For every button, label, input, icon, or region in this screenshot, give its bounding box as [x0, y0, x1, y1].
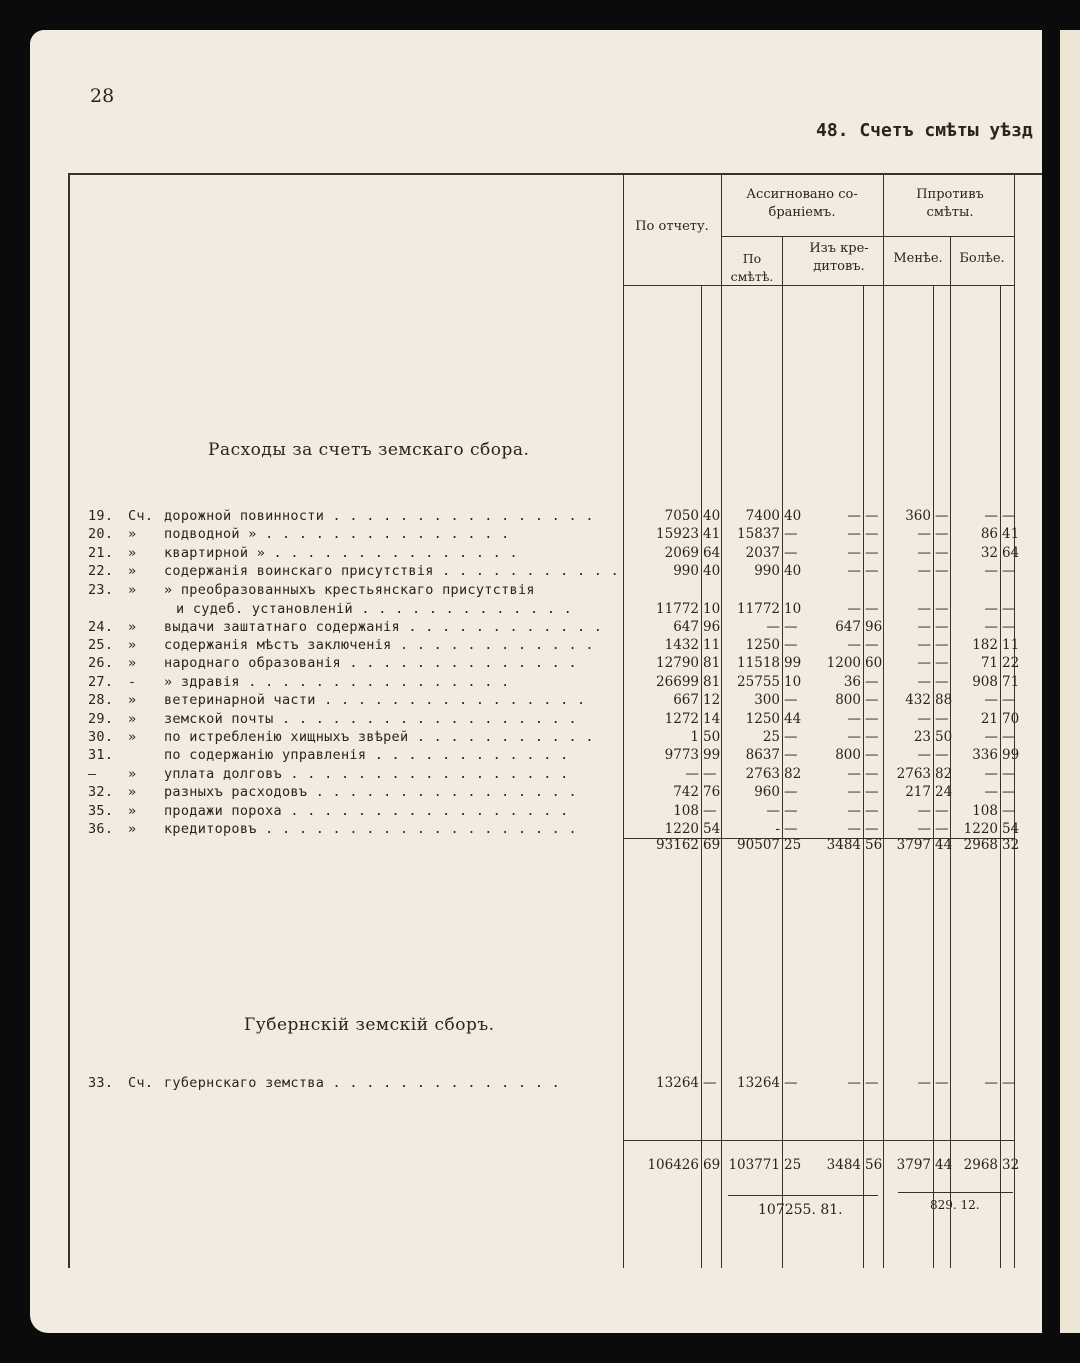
cell-kopecks: 41 [1002, 526, 1020, 543]
cell-rubles: — [917, 563, 931, 580]
cell-kopecks: — [935, 600, 949, 617]
cell-rubles: — [984, 600, 998, 617]
cell-rubles: — [847, 821, 861, 837]
row-label: земской почты . . . . . . . . . . . . . . . . . . [164, 710, 577, 727]
row-mark: » [128, 655, 137, 672]
cell-rubles: — [984, 692, 998, 709]
header-iz-kreditov: Изъ кре- дитовъ. [809, 241, 869, 274]
row-mark: » [128, 637, 137, 653]
row-number: 21. [88, 544, 114, 561]
cell-rubles: 1432 [664, 637, 699, 653]
cell-rubles: — [847, 526, 861, 543]
cell-rubles: 3484 [826, 1157, 861, 1173]
cell-rubles: 36 [843, 673, 861, 690]
cell-rubles: 1220 [664, 821, 699, 837]
cell-kopecks: — [703, 802, 717, 819]
row-mark: » [128, 710, 137, 727]
cell-kopecks: — [1002, 765, 1016, 782]
header-po-otchetu: По отчету. [635, 219, 709, 234]
cell-kopecks: 69 [703, 1157, 721, 1173]
row-label: продажи пороха . . . . . . . . . . . . . . . . . [164, 802, 569, 819]
row-mark: » [128, 581, 137, 598]
cell-kopecks: 10 [703, 600, 721, 617]
row-label: губернскаго земства . . . . . . . . . . . . . . [164, 1075, 561, 1091]
cell-rubles: — [847, 544, 861, 561]
cell-kopecks: — [865, 710, 879, 727]
cell-kopecks: — [865, 784, 879, 801]
cell-kopecks: 44 [784, 710, 802, 727]
cell-kopecks: — [935, 673, 949, 690]
cell-rubles: — [847, 784, 861, 801]
cell-kopecks: — [935, 747, 949, 764]
cell-kopecks: — [865, 821, 879, 837]
cell-kopecks: 81 [703, 655, 721, 672]
row-label: по содержанію управленія . . . . . . . . . . . . [164, 747, 569, 764]
cell-kopecks: — [935, 710, 949, 727]
row-mark: » [128, 802, 137, 819]
cell-rubles: — [685, 765, 699, 782]
cell-rubles: 647 [835, 618, 861, 635]
cell-rubles: — [766, 618, 780, 635]
cell-kopecks: — [784, 802, 798, 819]
row-label: дорожной повинности . . . . . . . . . . . . . . . . [164, 508, 594, 524]
cell-rubles: 106426 [647, 1157, 699, 1173]
cell-rubles: 11772 [656, 600, 699, 617]
cell-rubles: — [917, 600, 931, 617]
cell-rubles: 90507 [737, 837, 780, 853]
cell-rubles: — [847, 729, 861, 745]
header-bolee: Болѣе. [959, 251, 1005, 266]
header-protiv-smety: Ппротивъ смѣты. [916, 187, 984, 220]
cell-rubles: 2037 [745, 544, 780, 561]
cell-kopecks: — [784, 1075, 798, 1091]
cell-rubles: 336 [972, 747, 998, 764]
page-number: 28 [90, 85, 115, 107]
cell-kopecks: 12 [703, 692, 721, 709]
cell-kopecks: 22 [1002, 655, 1020, 672]
cell-rubles: 647 [673, 618, 699, 635]
cell-kopecks: 50 [703, 729, 721, 745]
cell-kopecks: — [1002, 692, 1016, 709]
cell-rubles: 1220 [963, 821, 998, 837]
document-page [30, 30, 1080, 1333]
row-mark: » [128, 563, 137, 580]
row-mark: » [128, 765, 137, 782]
row-label: по истребленію хищныхъ звѣрей . . . . . . . . . . . [164, 729, 594, 745]
cell-kopecks: — [784, 692, 798, 709]
cell-rubles: 7400 [745, 508, 780, 524]
cell-kopecks: — [935, 563, 949, 580]
row-mark: » [128, 821, 137, 837]
cell-rubles: 15923 [656, 526, 699, 543]
cell-rubles: — [917, 1075, 931, 1091]
cell-kopecks: — [935, 618, 949, 635]
header-rule [721, 236, 1014, 237]
cell-rubles: 1200 [826, 655, 861, 672]
header-rule [623, 285, 1014, 286]
cell-kopecks: 64 [1002, 544, 1020, 561]
row-mark: » [128, 729, 137, 745]
cell-rubles: 2968 [963, 837, 998, 853]
cell-kopecks: — [784, 618, 798, 635]
cell-kopecks: — [865, 508, 879, 524]
row-label: содержанія мѣстъ заключенія . . . . . . . . . . . . [164, 637, 594, 653]
cell-rubles: 908 [972, 673, 998, 690]
cell-kopecks: — [865, 637, 879, 653]
cell-rubles: — [917, 618, 931, 635]
row-number: 24. [88, 618, 114, 635]
row-number: 27. [88, 673, 114, 690]
brace [898, 1192, 1013, 1193]
row-number: 35. [88, 802, 114, 819]
cell-kopecks: 10 [784, 600, 802, 617]
cell-rubles: 71 [980, 655, 998, 672]
row-number: 23. [88, 581, 114, 598]
cell-rubles: 217 [905, 784, 931, 801]
cell-kopecks: — [1002, 1075, 1016, 1091]
cell-rubles: — [917, 821, 931, 837]
page-gutter [1042, 30, 1060, 1333]
cell-rubles: 1 [690, 729, 699, 745]
cell-kopecks: 32 [1002, 837, 1020, 853]
cell-rubles: 11772 [737, 600, 780, 617]
cell-kopecks: 32 [1002, 1157, 1020, 1173]
cell-kopecks: 41 [703, 526, 721, 543]
cell-kopecks: — [935, 802, 949, 819]
cell-kopecks: — [935, 821, 949, 837]
total-rule [623, 1140, 1014, 1141]
cell-kopecks: — [865, 600, 879, 617]
cell-kopecks: — [935, 655, 949, 672]
next-page-edge [1060, 30, 1080, 1333]
cell-kopecks: — [935, 526, 949, 543]
cell-rubles: 32 [980, 544, 998, 561]
cell-kopecks: 50 [935, 729, 953, 745]
cell-rubles: — [984, 563, 998, 580]
row-label: разныхъ расходовъ . . . . . . . . . . . . . . . . [164, 784, 577, 801]
cell-rubles: 800 [835, 692, 861, 709]
cell-rubles: 960 [754, 784, 780, 801]
row-mark: » [128, 784, 137, 801]
cell-kopecks: 64 [703, 544, 721, 561]
row-number: 32. [88, 784, 114, 801]
row-label: народнаго образованія . . . . . . . . . . . . . . [164, 655, 577, 672]
cell-rubles: 2763 [745, 765, 780, 782]
cell-kopecks: 11 [1002, 637, 1020, 653]
cell-rubles: — [847, 600, 861, 617]
cell-rubles: 25 [762, 729, 780, 745]
header-po-smete: По смѣтѣ. [730, 251, 774, 284]
cell-rubles: 7050 [664, 508, 699, 524]
cell-kopecks: — [1002, 618, 1016, 635]
cell-kopecks: — [1002, 729, 1016, 745]
cell-kopecks: — [865, 1075, 879, 1091]
cell-rubles: — [917, 544, 931, 561]
row-number: 26. [88, 655, 114, 672]
cell-rubles: — [847, 1075, 861, 1091]
cell-rubles: - [775, 821, 780, 837]
cell-rubles: 25755 [737, 673, 780, 690]
row-number: 29. [88, 710, 114, 727]
cell-rubles: 13264 [737, 1075, 780, 1091]
row-label: выдачи заштатнаго содержанія . . . . . . . . . . . . [164, 618, 603, 635]
cell-kopecks: — [865, 692, 879, 709]
cell-rubles: 800 [835, 747, 861, 764]
cell-kopecks: 82 [784, 765, 802, 782]
cell-rubles: — [984, 508, 998, 524]
row-mark: » [128, 618, 137, 635]
cell-rubles: 2968 [963, 1157, 998, 1173]
page-title: 48. Счетъ смѣты уѣзд [816, 120, 1033, 141]
cell-rubles: — [917, 526, 931, 543]
row-label-cont: и судеб. установленій . . . . . . . . . . . . . [176, 600, 573, 617]
cell-kopecks: — [784, 637, 798, 653]
cell-rubles: 11518 [737, 655, 780, 672]
cell-kopecks: — [784, 747, 798, 764]
cell-rubles: 26699 [656, 673, 699, 690]
section-heading: Губернскій земскій сборъ. [244, 1015, 495, 1035]
cell-rubles: — [917, 673, 931, 690]
cell-kopecks: 69 [703, 837, 721, 853]
cell-kopecks: — [865, 729, 879, 745]
row-mark: Сч. [128, 508, 154, 524]
cell-kopecks: 40 [784, 508, 802, 524]
row-label: квартирной » . . . . . . . . . . . . . . . [164, 544, 518, 561]
row-mark: - [128, 673, 137, 690]
cell-rubles: 13264 [656, 1075, 699, 1091]
cell-kopecks: 56 [865, 837, 883, 853]
cell-kopecks: 82 [935, 765, 953, 782]
cell-kopecks: — [784, 784, 798, 801]
cell-rubles: — [984, 784, 998, 801]
row-number: — [88, 765, 97, 782]
cell-rubles: — [847, 710, 861, 727]
cell-rubles: 93162 [656, 837, 699, 853]
row-label: кредиторовъ . . . . . . . . . . . . . . . . . . . [164, 821, 577, 837]
cell-kopecks: 10 [784, 673, 802, 690]
cell-kopecks: 25 [784, 1157, 802, 1173]
cell-rubles: 2763 [896, 765, 931, 782]
cell-rubles: — [984, 729, 998, 745]
row-number: 33. [88, 1075, 114, 1091]
cell-rubles: — [847, 508, 861, 524]
cell-rubles: — [984, 765, 998, 782]
cell-kopecks: — [865, 673, 879, 690]
cell-rubles: 1250 [745, 637, 780, 653]
cell-kopecks: 44 [935, 837, 953, 853]
cell-rubles: 990 [673, 563, 699, 580]
brace [728, 1195, 878, 1196]
cell-rubles: — [847, 563, 861, 580]
cell-kopecks: 71 [1002, 673, 1020, 690]
cell-kopecks: — [935, 544, 949, 561]
section-heading: Расходы за счетъ земскаго сбора. [208, 440, 530, 460]
cell-kopecks: 14 [703, 710, 721, 727]
cell-kopecks: — [865, 747, 879, 764]
cell-rubles: 108 [673, 802, 699, 819]
cell-kopecks: 54 [703, 821, 721, 837]
cell-kopecks: — [865, 765, 879, 782]
cell-kopecks: — [703, 1075, 717, 1091]
cell-kopecks: — [703, 765, 717, 782]
cell-rubles: — [917, 747, 931, 764]
cell-rubles: 742 [673, 784, 699, 801]
row-number: 22. [88, 563, 114, 580]
cell-kopecks: 11 [703, 637, 721, 653]
cell-kopecks: — [865, 544, 879, 561]
row-mark: » [128, 692, 137, 709]
row-label: уплата долговъ . . . . . . . . . . . . . . . . . [164, 765, 569, 782]
cell-kopecks: 99 [784, 655, 802, 672]
cell-rubles: — [766, 802, 780, 819]
header-menee: Менѣе. [893, 251, 943, 266]
cell-rubles: — [917, 655, 931, 672]
row-number: 28. [88, 692, 114, 709]
cell-kopecks: — [1002, 508, 1016, 524]
row-mark: » [128, 544, 137, 561]
cell-kopecks: — [1002, 802, 1016, 819]
row-label: подводной » . . . . . . . . . . . . . . . [164, 526, 510, 543]
cell-rubles: 182 [972, 637, 998, 653]
cell-rubles: 103771 [728, 1157, 780, 1173]
row-number: 30. [88, 729, 114, 745]
cell-kopecks: — [784, 526, 798, 543]
cell-rubles: 3797 [896, 837, 931, 853]
row-label: содержанія воинскаго присутствія . . . . . . . . . . . [164, 563, 620, 580]
cell-rubles: — [917, 710, 931, 727]
cell-kopecks: 25 [784, 837, 802, 853]
cell-kopecks: 81 [703, 673, 721, 690]
cell-kopecks: 96 [865, 618, 883, 635]
header-assignovano: Ассигновано со- браніемъ. [746, 187, 858, 220]
cell-kopecks: — [865, 563, 879, 580]
cell-kopecks: 56 [865, 1157, 883, 1173]
cell-kopecks: 88 [935, 692, 953, 709]
row-label: » здравія . . . . . . . . . . . . . . . . [164, 673, 510, 690]
cell-rubles: — [847, 802, 861, 819]
cell-kopecks: — [784, 821, 798, 837]
cell-kopecks: 70 [1002, 710, 1020, 727]
row-label: » преобразованныхъ крестьянскаго присутствія [164, 581, 535, 598]
cell-kopecks: 44 [935, 1157, 953, 1173]
row-mark: Сч. [128, 1075, 154, 1091]
row-label: ветеринарной части . . . . . . . . . . . . . . . . [164, 692, 586, 709]
row-number: 19. [88, 508, 114, 524]
cell-kopecks: 76 [703, 784, 721, 801]
cell-kopecks: 40 [703, 508, 721, 524]
cell-rubles: 3484 [826, 837, 861, 853]
cell-kopecks: 99 [703, 747, 721, 764]
cell-rubles: 23 [913, 729, 931, 745]
cell-rubles: 2069 [664, 544, 699, 561]
cell-kopecks: — [1002, 784, 1016, 801]
row-number: 20. [88, 526, 114, 543]
cell-kopecks: — [784, 729, 798, 745]
cell-rubles: 12790 [656, 655, 699, 672]
cell-rubles: — [847, 637, 861, 653]
row-mark: » [128, 526, 137, 543]
sum-difference: 829. 12. [930, 1198, 980, 1212]
cell-rubles: 990 [754, 563, 780, 580]
cell-rubles: 667 [673, 692, 699, 709]
cell-kopecks: — [935, 508, 949, 524]
cell-kopecks: — [935, 637, 949, 653]
row-number: 36. [88, 821, 114, 837]
top-border [68, 173, 1048, 175]
left-border [68, 173, 70, 1268]
cell-rubles: — [847, 765, 861, 782]
cell-rubles: 86 [980, 526, 998, 543]
cell-rubles: 300 [754, 692, 780, 709]
row-number: 31. [88, 747, 114, 764]
cell-kopecks: — [865, 802, 879, 819]
cell-kopecks: 99 [1002, 747, 1020, 764]
cell-kopecks: 24 [935, 784, 953, 801]
cell-kopecks: — [784, 544, 798, 561]
cell-rubles: — [917, 802, 931, 819]
cell-rubles: 108 [972, 802, 998, 819]
cell-kopecks: 54 [1002, 821, 1020, 837]
cell-kopecks: 60 [865, 655, 883, 672]
cell-rubles: 360 [905, 508, 931, 524]
cell-kopecks: 40 [703, 563, 721, 580]
cell-kopecks: — [1002, 563, 1016, 580]
cell-rubles: 432 [905, 692, 931, 709]
cell-rubles: 9773 [664, 747, 699, 764]
cell-rubles: — [984, 618, 998, 635]
cell-kopecks: — [865, 526, 879, 543]
cell-rubles: 3797 [896, 1157, 931, 1173]
cell-rubles: 8637 [745, 747, 780, 764]
cell-rubles: 1272 [664, 710, 699, 727]
cell-kopecks: — [1002, 600, 1016, 617]
cell-kopecks: 96 [703, 618, 721, 635]
cell-rubles: — [917, 637, 931, 653]
cell-kopecks: — [935, 1075, 949, 1091]
cell-rubles: 21 [980, 710, 998, 727]
cell-rubles: 1250 [745, 710, 780, 727]
cell-kopecks: 40 [784, 563, 802, 580]
cell-rubles: 15837 [737, 526, 780, 543]
row-number: 25. [88, 637, 114, 653]
sum-assigned: 107255. 81. [758, 1202, 843, 1218]
cell-rubles: — [984, 1075, 998, 1091]
